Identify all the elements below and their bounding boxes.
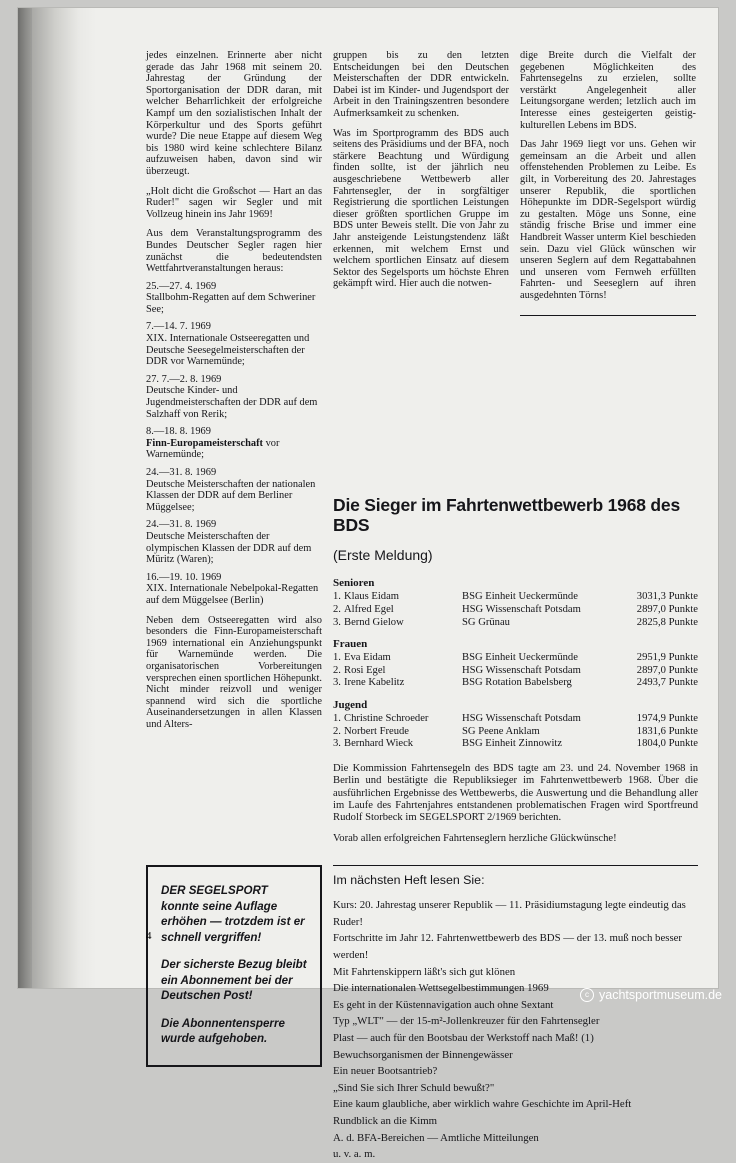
sailor-name: Norbert Freude	[344, 725, 410, 737]
next-issue-item: Die internationalen Wettsegelbestimmungen 1969	[333, 982, 549, 995]
rank: 2.	[333, 604, 341, 616]
paragraph: dige Breite durch die Vielfalt der gegebenen Möglichkeiten des Fahrtensegelns zu erzielen, sollte verstärkt Angelegenheit aller Leitungsorgane werden; letzlich auch im Interesse eines gesteigerten geistig-kulturellen Lebens im BDS.	[520, 50, 696, 131]
paragraph: Das Jahr 1969 liegt vor uns. Gehen wir gemeinsam an die Arbeit und allen offenstehenden Problemen zu Leibe. Es gilt, in Vorbereitung des 20. Jahrestages unserer Republik, die sportlichen Höhepunkte im DDR-Segelsport würdig zu gestalten. Möge uns Sonne, eine ständig frische Brise und immer eine Handbreit Wasser unterm Kiel beschieden sein. Dazu viel Glück wünschen wir unseren Seglern auf dem Regattabahnen und unseren vom Fernweh erfüllten Fahrten- und Seeseglern auf ihren ausgedehnten Törns!	[520, 139, 696, 301]
points: 2897,0 Punkte	[636, 664, 698, 676]
event-text: Deutsche Meisterschaften der olympischen Klassen der DDR auf dem Müritz (Waren);	[146, 530, 312, 566]
rank: 1.	[333, 713, 341, 725]
table-row	[333, 617, 698, 630]
club-name: HSG Wissenschaft Potsdam	[462, 604, 581, 616]
table-row	[333, 713, 698, 726]
next-issue-item: „Sind Sie sich Ihrer Schuld bewußt?"	[333, 1081, 495, 1094]
rank: 3.	[333, 677, 341, 689]
sailor-name: Bernhard Wieck	[344, 738, 414, 750]
table-row	[333, 726, 698, 739]
bottom-section	[146, 865, 698, 1163]
sailor-name: Christine Schroeder	[344, 713, 429, 725]
event-text-rest: vor Warnemünde;	[146, 437, 280, 461]
ad-line: Der sicherste Bezug bleibt ein Abonnement bei der Deutschen Post!	[161, 958, 307, 1003]
results-category-label: Frauen	[333, 638, 368, 651]
points: 2951,9 Punkte	[636, 652, 698, 664]
ad-line: Die Abonnentensperre wurde aufgehoben.	[161, 1016, 285, 1046]
results-category-label: Senioren	[333, 577, 375, 590]
event-text	[146, 438, 322, 461]
event-text: Stallbohm-Regatten auf dem Schweriner See;	[146, 292, 316, 315]
next-issue-item: Mit Fahrtenskippern läßt's sich gut klönen	[333, 965, 516, 978]
event-text: XIX. Internationale Nebelpokal-Regatten auf dem Müggelsee (Berlin)	[146, 583, 319, 606]
table-row	[333, 604, 698, 617]
article-headline: Die Sieger im Fahrtenwettbewerb 1968 des BDS	[333, 495, 680, 536]
points: 3031,3 Punkte	[636, 591, 698, 603]
section-divider	[520, 315, 696, 316]
next-issue-item: Bewuchsorganismen der Binnengewässer	[333, 1048, 513, 1061]
event-date: 25.—27. 4. 1969	[146, 280, 217, 292]
points: 2825,8 Punkte	[636, 616, 698, 628]
results-category-label: Jugend	[333, 699, 368, 712]
points: 1804,0 Punkte	[636, 738, 698, 750]
copyright-icon: c	[580, 988, 594, 1002]
paragraph: gruppen bis zu den letzten Entscheidungen bei den Deutschen Meisterschaften der DDR entwickeln. Dabei ist im Kinder- und Jugendsport der Arbeit in den Trainingszentren besondere Aufmerksamkeit zu schenken.	[333, 50, 509, 119]
event-date: 24.—31. 8. 1969	[146, 519, 217, 531]
sailor-name: Eva Eidam	[344, 652, 391, 664]
next-issue-item: u. v. a. m.	[333, 1148, 376, 1161]
book-spine	[18, 8, 32, 988]
sailor-name: Irene Kabelitz	[344, 677, 405, 689]
club-name: HSG Wissenschaft Potsdam	[462, 713, 581, 725]
results-table	[333, 577, 698, 750]
sailor-name: Alfred Egel	[344, 604, 394, 616]
club-name: BSG Einheit Ueckermünde	[462, 591, 578, 603]
next-issue-item: Eine kaum glaubliche, aber wirklich wahre Geschichte im April-Heft	[333, 1098, 632, 1111]
event-date: 24.—31. 8. 1969	[146, 467, 217, 478]
next-issue-box	[333, 865, 698, 1163]
club-name: BSG Einheit Zinnowitz	[462, 738, 563, 750]
event-date: 7.—14. 7. 1969	[146, 321, 211, 333]
next-issue-item: Rundblick an die Kimm	[333, 1114, 438, 1127]
event-highlight: Finn-Europameisterschaft	[146, 437, 263, 449]
next-issue-item: Es geht in der Küstennavigation auch ohne Sextant	[333, 998, 554, 1011]
event-text: XIX. Internationale Ostseeregatten und Deutsche Seesegelmeisterschaften der DDR vor Warnemünde;	[146, 333, 310, 368]
event-date: 27. 7.—2. 8. 1969	[146, 373, 222, 385]
table-row	[333, 591, 698, 604]
next-issue-title: Im nächsten Heft lesen Sie:	[333, 873, 485, 888]
next-issue-item: Ein neuer Bootsantrieb?	[333, 1065, 438, 1078]
article-subhead: (Erste Meldung)	[333, 547, 433, 564]
paragraph: jedes einzelnen. Erinnerte aber nicht gerade das Jahr 1968 mit seinem 20. Jahrestag der Gründung der Sportorganisation der DDR daran, mit welcher Beharrlichkeit der erfolgreiche Kampf um den sozialistischen Inhalt der Körperkultur und des Sports geführt wurde? Die neue Etappe auf diesem Weg bis 1980 wird keine schlechtere Bilanz aufzuweisen haben, davon sind wir überzeugt.	[146, 50, 322, 177]
event-text: Deutsche Meisterschaften der nationalen Klassen der DDR auf dem Berliner Müggelsee;	[146, 478, 316, 513]
points: 2897,0 Punkte	[636, 604, 698, 616]
rank: 2.	[333, 664, 341, 676]
page-number: 4	[146, 930, 152, 942]
watermark-text: yachtsportmuseum.de	[599, 988, 722, 1002]
subscription-ad-box	[146, 865, 322, 1067]
ad-line: DER SEGELSPORT konnte seine Auflage erhöhen — trotzdem ist er schnell vergriffen!	[161, 884, 305, 944]
points: 1831,6 Punkte	[636, 725, 698, 737]
table-row	[333, 738, 698, 751]
article-congrats: Vorab allen erfolgreichen Fahrtenseglern herzliche Glückwünsche!	[333, 832, 617, 844]
club-name: HSG Wissenschaft Potsdam	[462, 664, 581, 676]
paragraph: Neben dem Ostseeregatten wird also besonders die Finn-Europameisterschaft 1969 international ein Anziehungspunkt für Warnemünde werden. Die organisatorischen Vorbereitungen versprechen einen sportlichen Höhepunkt. Nicht minder reizvoll und weniger spannend wird sich die sportliche Auseinandersetzungen in allen Klassen und Alters-	[146, 614, 322, 730]
table-row	[333, 665, 698, 678]
club-name: BSG Rotation Babelsberg	[462, 677, 572, 689]
event-date: 16.—19. 10. 1969	[146, 571, 222, 583]
paragraph: Aus dem Veranstaltungsprogramm des Bundes Deutscher Segler ragen hier zunächst die bedeutendsten Wettfahrtveranstaltungen heraus:	[146, 228, 322, 275]
points: 1974,9 Punkte	[636, 713, 698, 725]
table-row	[333, 652, 698, 665]
table-row	[333, 677, 698, 690]
paragraph: „Holt dicht die Großschot — Hart an das Ruder!" sagen wir Segler und mit Vollzeug hinein ins Jahr 1969!	[146, 185, 322, 220]
rank: 3.	[333, 616, 341, 628]
rank: 1.	[333, 591, 341, 603]
next-issue-item: Fortschritte im Jahr 12. Fahrtenwettbewerb des BDS — der 13. muß noch besser werden!	[333, 932, 683, 962]
rank: 1.	[333, 652, 341, 664]
club-name: BSG Einheit Ueckermünde	[462, 652, 578, 664]
watermark	[580, 988, 722, 1002]
next-issue-item: Kurs: 20. Jahrestag unserer Republik — 11. Präsidiumstagung legte eindeutig das Ruder!	[333, 899, 686, 928]
sailor-name: Bernd Gielow	[344, 616, 404, 628]
article-block	[333, 495, 698, 845]
column-1	[146, 50, 322, 730]
paragraph: Was im Sportprogramm des BDS auch seitens des Präsidiums und der BFA, noch stärkere Beachtung und Würdigung finden sollte, ist der jährlich neu ausgeschriebene Wettbewerb aller Fahrtensegler, der in sorgfältiger Registrierung die sportlichen Leistungen dieser größten sportlichen Gruppe im BDS unter Beweis stellt. Die von Jahr zu Jahr ansteigende Leistungstendenz läßt erkennen, mit welchem Ernst und welchem sportlichen Einsatz auf diesem Sektor des Segelsports um höchste Ehren gekämpft wird. Hier auch die notwen-	[333, 127, 509, 290]
event-text: Deutsche Kinder- und Jugendmeisterschaften der DDR auf dem Salzhaff von Rerik;	[146, 385, 318, 420]
rank: 3.	[333, 738, 341, 750]
rank: 2.	[333, 725, 341, 737]
points: 2493,7 Punkte	[636, 677, 698, 689]
club-name: SG Peene Anklam	[462, 725, 540, 737]
next-issue-item: Typ „WLT" — der 15-m²-Jollenkreuzer für den Fahrtensegler	[333, 1015, 600, 1028]
article-note: Die Kommission Fahrtensegeln des BDS tagte am 23. und 24. November 1968 in Berlin und bestätigte die Republiksieger im Fahrtenwettbewerb 1968. Über die ausführlichen Ergebnisse des Wettbewerbs, die Auswertung und die Behandlung aller im Laufe des Fahrtenjahres entstandenen problematischen Fragen wird Sportfreund Rudolf Storbeck im SEGELSPORT 2/1969 berichten.	[333, 762, 698, 824]
sailor-name: Rosi Egel	[344, 664, 386, 676]
next-issue-item: Plast — auch für den Bootsbau der Werkstoff nach Maß! (1)	[333, 1032, 594, 1044]
next-issue-item: A. d. BFA-Bereichen — Amtliche Mitteilungen	[333, 1131, 539, 1144]
event-date: 8.—18. 8. 1969	[146, 426, 211, 438]
sailor-name: Klaus Eidam	[344, 591, 400, 603]
club-name: SG Grünau	[462, 616, 510, 628]
